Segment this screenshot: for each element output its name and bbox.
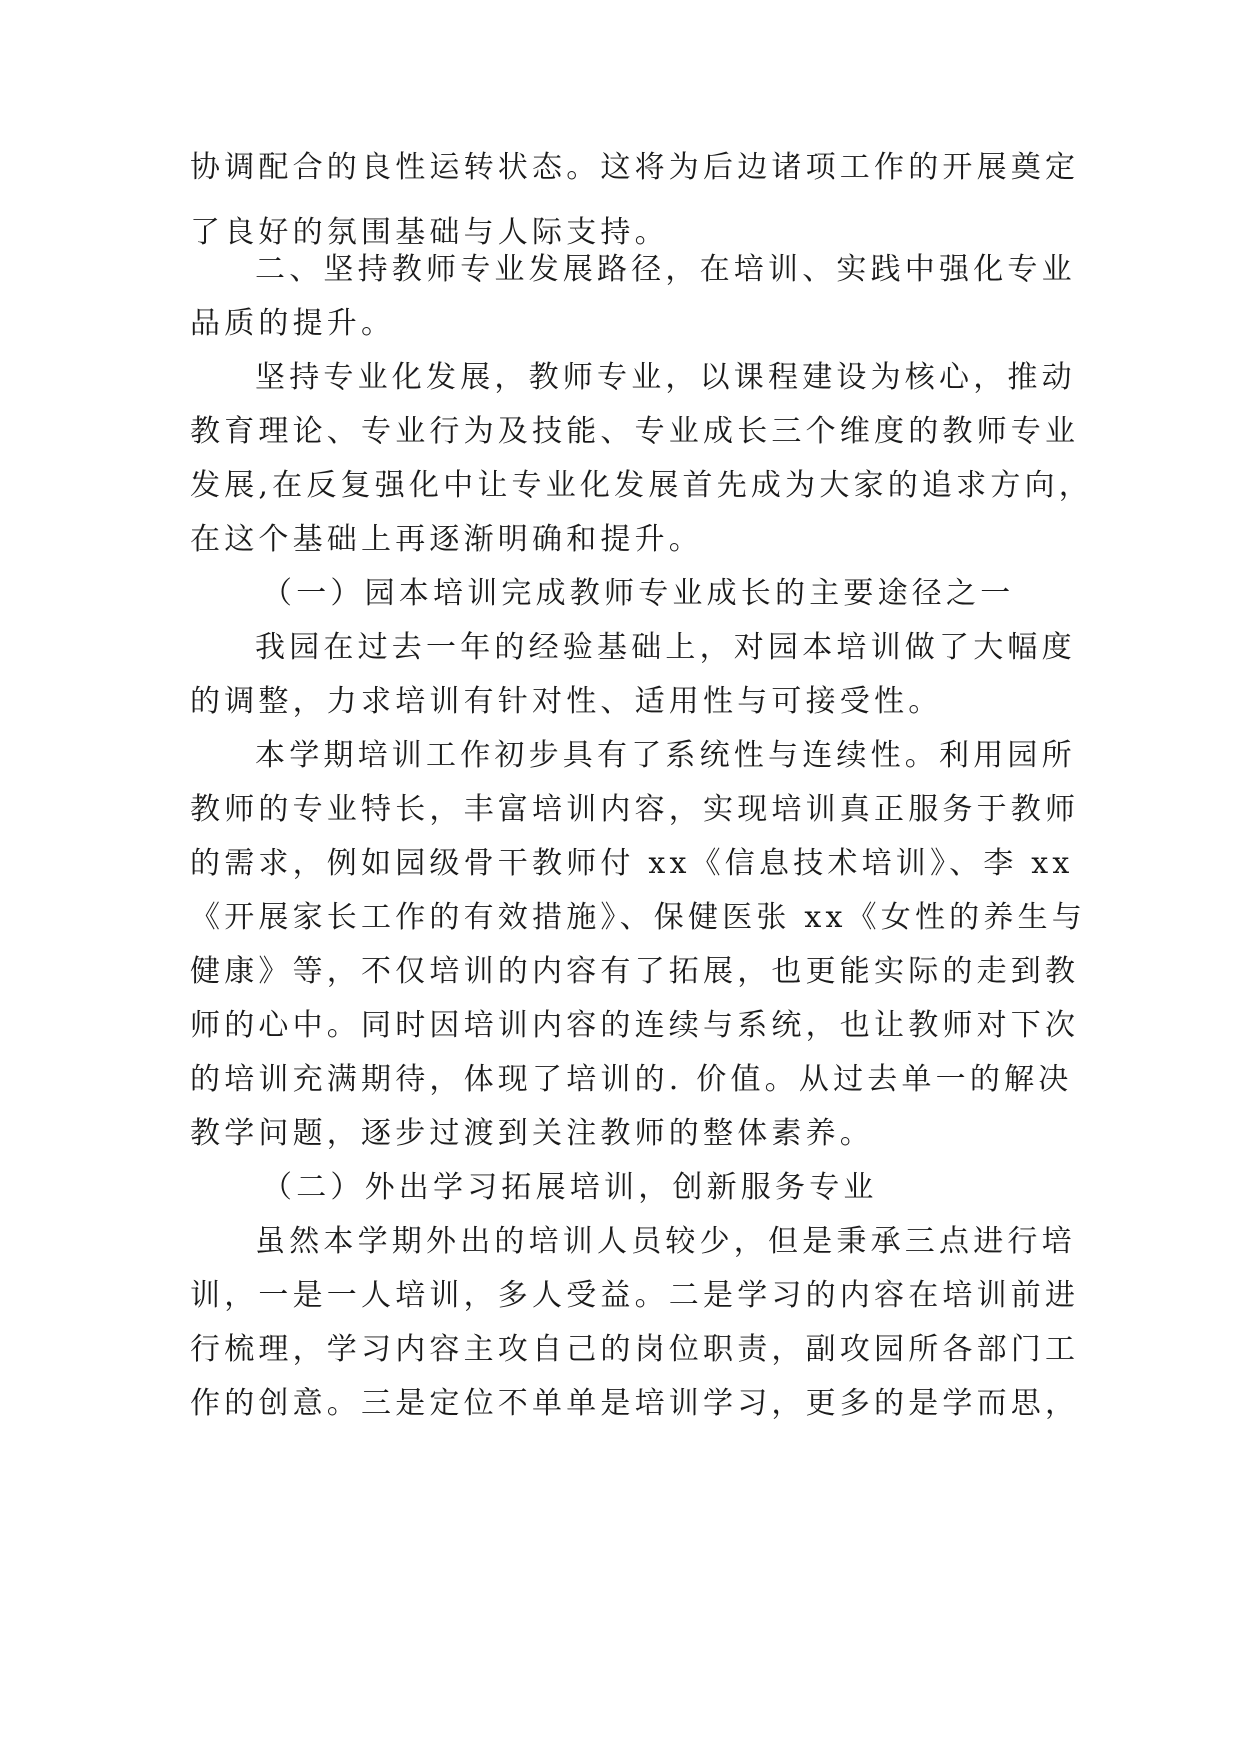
paragraph-line: 在这个基础上再逐渐明确和提升。 <box>190 522 703 557</box>
paragraph-line: 协调配合的良性运转状态。这将为后边诸项工作的开展奠定 <box>190 150 1080 185</box>
paragraph-line: 《开展家长工作的有效措施》、保健医张 xx《女性的养生与 <box>190 900 1086 935</box>
paragraph-line: 训，一是一人培训，多人受益。二是学习的内容在培训前进 <box>190 1278 1080 1313</box>
paragraph-line: 健康》等，不仅培训的内容有了拓展，也更能实际的走到教 <box>190 954 1080 989</box>
paragraph-line: 教育理论、专业行为及技能、专业成长三个维度的教师专业 <box>190 414 1080 449</box>
paragraph-line: 作的创意。三是定位不单单是培训学习，更多的是学而思， <box>190 1386 1080 1421</box>
paragraph-line: 的调整，力求培训有针对性、适用性与可接受性。 <box>190 684 943 719</box>
subsection-heading: （二）外出学习拓展培训，创新服务专业 <box>262 1170 878 1205</box>
paragraph-line: 虽然本学期外出的培训人员较少，但是秉承三点进行培 <box>255 1224 1076 1259</box>
paragraph-line: 本学期培训工作初步具有了系统性与连续性。利用园所 <box>255 738 1076 773</box>
paragraph-line: 行梳理，学习内容主攻自己的岗位职责，副攻园所各部门工 <box>190 1332 1080 1367</box>
paragraph-line: 的培训充满期待，体现了培训的. 价值。从过去单一的解决 <box>190 1062 1073 1097</box>
paragraph-line: 师的心中。同时因培训内容的连续与系统，也让教师对下次 <box>190 1008 1080 1043</box>
paragraph-line: 坚持专业化发展，教师专业，以课程建设为核心，推动 <box>255 360 1076 395</box>
paragraph-line: 我园在过去一年的经验基础上，对园本培训做了大幅度 <box>255 630 1076 665</box>
section-heading: 二、坚持教师专业发展路径，在培训、实践中强化专业 <box>255 252 1076 287</box>
paragraph-line: 发展,在反复强化中让专业化发展首先成为大家的追求方向， <box>190 468 1093 503</box>
subsection-heading: （一）园本培训完成教师专业成长的主要途径之一 <box>262 576 1015 611</box>
paragraph-line: 了良好的氛围基础与人际支持。 <box>190 215 669 250</box>
paragraph-line: 教学问题，逐步过渡到关注教师的整体素养。 <box>190 1116 874 1151</box>
paragraph-line: 教师的专业特长，丰富培训内容，实现培训真正服务于教师 <box>190 792 1080 827</box>
paragraph-line: 的需求，例如园级骨干教师付 xx《信息技术培训》、李 xx <box>190 846 1074 881</box>
section-heading: 品质的提升。 <box>190 306 396 341</box>
